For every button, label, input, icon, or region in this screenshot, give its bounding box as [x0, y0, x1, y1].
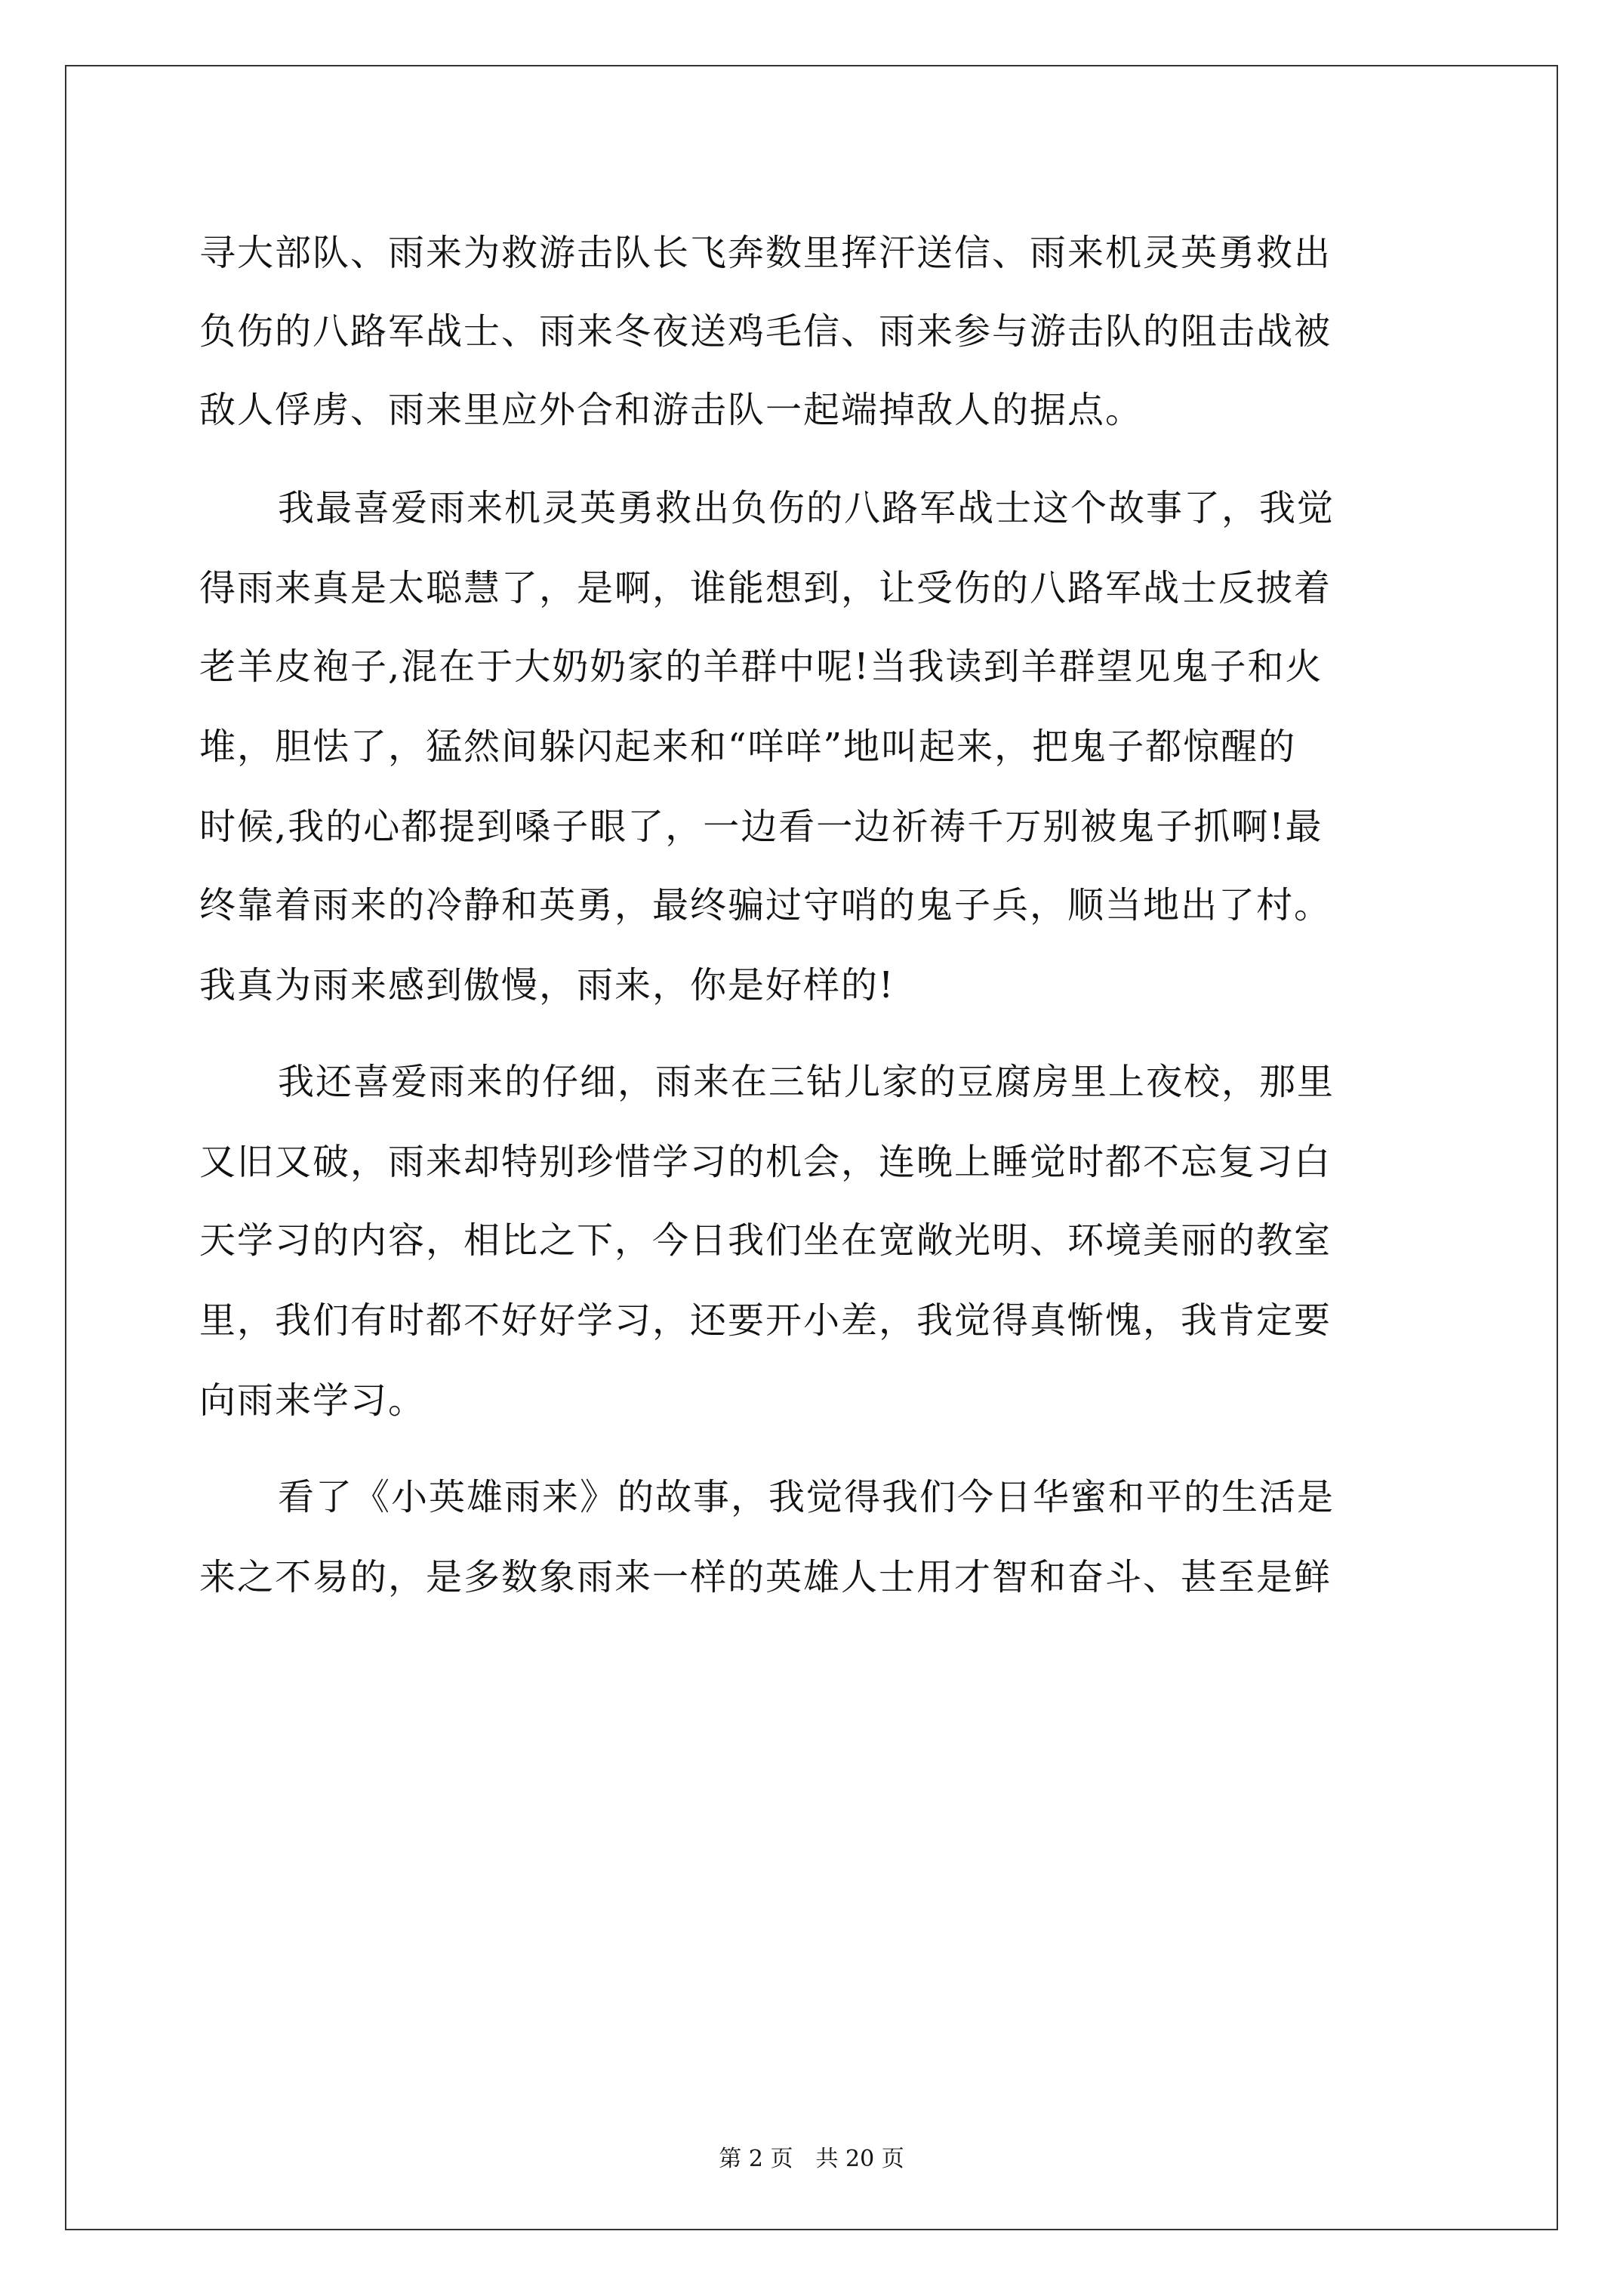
text-line: 天学习的内容，相比之下，今日我们坐在宽敞光明、环境美丽的教室	[199, 1219, 1332, 1262]
text-line: 里，我们有时都不好好学习，还要开小差，我觉得真惭愧，我肯定要	[199, 1299, 1332, 1342]
text-line: 来之不易的，是多数象雨来一样的英雄人士用才智和奋斗、甚至是鲜	[199, 1556, 1332, 1598]
text-line: 向雨来学习。	[199, 1379, 427, 1422]
text-line: 又旧又破，雨来却特别珍惜学习的机会，连晚上睡觉时都不忘复习白	[199, 1141, 1332, 1183]
paragraph-start-line: 看了《小英雄雨来》的故事，我觉得我们今日华蜜和平的生活是	[278, 1476, 1335, 1518]
text-line: 时候,我的心都提到嗓子眼了，一边看一边祈祷千万别被鬼子抓啊!最	[199, 806, 1323, 848]
text-line: 终靠着雨来的冷静和英勇，最终骗过守哨的鬼子兵，顺当地出了村。	[199, 884, 1332, 926]
text-line: 老羊皮袍子,混在于大奶奶家的羊群中呢!当我读到羊群望见鬼子和火	[199, 646, 1323, 688]
paragraph-start-line: 我最喜爱雨来机灵英勇救出负伤的八路军战士这个故事了，我觉	[278, 487, 1335, 529]
paragraph-start-line: 我还喜爱雨来的仔细，雨来在三钻儿家的豆腐房里上夜校，那里	[278, 1061, 1335, 1103]
text-line: 我真为雨来感到傲慢，雨来，你是好样的!	[199, 964, 895, 1006]
text-line: 得雨来真是太聪慧了，是啊，谁能想到，让受伤的八路军战士反披着	[199, 567, 1332, 609]
text-line: 堆，胆怯了，猛然间躲闪起来和“咩咩”地叫起来，把鬼子都惊醒的	[199, 726, 1297, 768]
text-line: 负伤的八路军战士、雨来冬夜送鸡毛信、雨来参与游击队的阻击战被	[199, 310, 1332, 353]
text-line: 寻大部队、雨来为救游击队长飞奔数里挥汗送信、雨来机灵英勇救出	[199, 232, 1332, 274]
page-number: 第 2 页 共 20 页	[719, 2146, 904, 2172]
text-line: 敌人俘虏、雨来里应外合和游击队一起端掉敌人的据点。	[199, 389, 1144, 431]
